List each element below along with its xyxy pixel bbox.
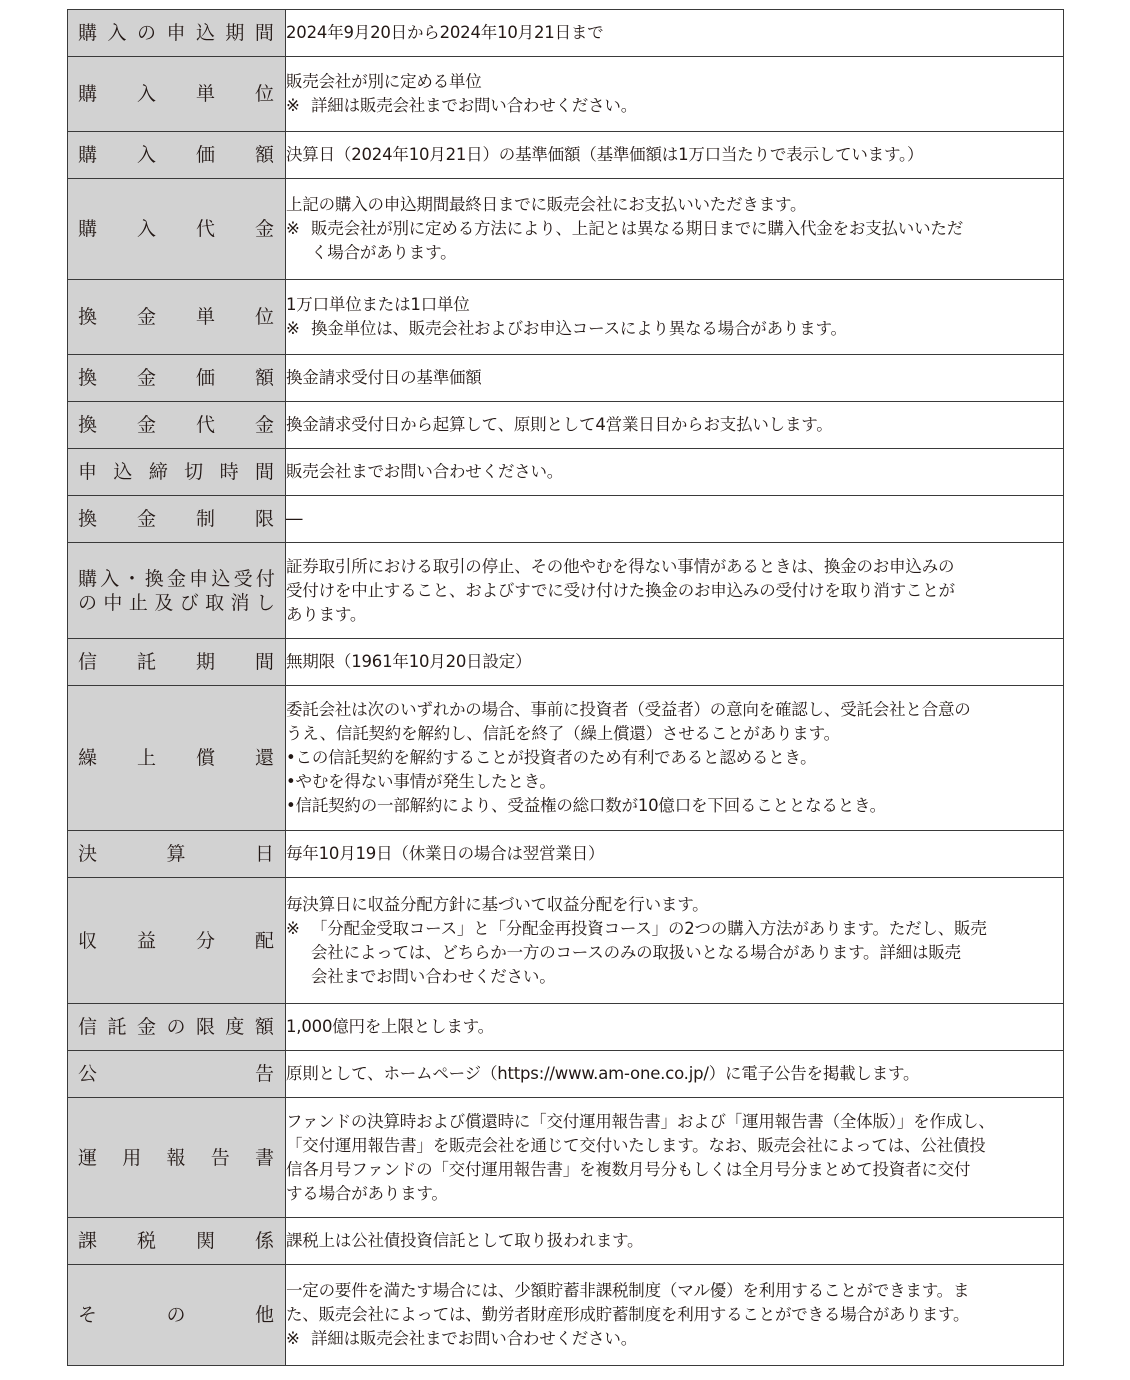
row-label-text: 申 込 締 切 時 間 — [78, 461, 274, 483]
row-value — [286, 543, 1064, 639]
row-label-text: 課 税 関 係 — [78, 1230, 274, 1252]
row-label — [68, 179, 286, 280]
value-line: ― — [286, 509, 303, 528]
row-value — [286, 1098, 1064, 1218]
note-line — [286, 917, 1063, 941]
row-label — [68, 878, 286, 1004]
value-line: 証券取引所における取引の停止、その他やむを得ない事情があるときは、換金のお申込みの — [286, 556, 955, 576]
row-value — [286, 878, 1064, 1004]
value-line: •やむを得ない事情が発生したとき。 — [286, 772, 556, 791]
table-row — [68, 402, 1064, 449]
table-row — [68, 1051, 1064, 1098]
table-row — [68, 543, 1064, 639]
row-label — [68, 831, 286, 878]
note-mark: ※ — [286, 1329, 300, 1348]
row-label — [68, 639, 286, 686]
row-label-multiline — [68, 567, 285, 615]
note-text: 販売会社が別に定める方法により、上記とは異なる期日までに購入代金をお支払いいただ — [311, 219, 964, 238]
row-value — [286, 639, 1064, 686]
value-line: 受付けを中止すること、およびすでに受け付けた換金のお申込みの受付けを取り消すことが — [286, 580, 955, 600]
row-label — [68, 1265, 286, 1366]
row-label-text: の 中 止 及 び 取 消 し — [78, 591, 275, 614]
row-label-text: 換 金 単 位 — [78, 306, 274, 328]
value-line: 毎年10月19日（休業日の場合は翌営業日） — [286, 844, 605, 863]
note-mark: ※ — [286, 319, 300, 338]
value-line: する場合があります。 — [286, 1183, 448, 1203]
value-line: 換金請求受付日の基準価額 — [286, 368, 482, 387]
note-text: 換金単位は、販売会社およびお申込コースにより異なる場合があります。 — [311, 319, 847, 338]
row-label — [68, 1218, 286, 1265]
row-label — [68, 402, 286, 449]
row-value — [286, 1004, 1064, 1051]
value-line: 決算日（2024年10月21日）の基準価額（基準価額は1万口当たりで表示しています。） — [286, 145, 924, 164]
value-line: 一定の要件を満たす場合には、少額貯蓄非課税制度（マル優）を利用することができます。ま — [286, 1281, 970, 1300]
table-row — [68, 1004, 1064, 1051]
row-label — [68, 496, 286, 543]
row-label-text: 換 金 価 額 — [78, 367, 274, 389]
row-value — [286, 1265, 1064, 1366]
value-line: 1万口単位または1口単位 — [286, 295, 470, 314]
row-value — [286, 449, 1064, 496]
value-line: 信各月号ファンドの「交付運用報告書」を複数月号分もしくは全月号分まとめて投資者に交付 — [286, 1159, 971, 1179]
table-row — [68, 1098, 1064, 1218]
row-label — [68, 449, 286, 496]
value-line: 販売会社が別に定める単位 — [286, 72, 482, 91]
row-value — [286, 57, 1064, 132]
value-line: 上記の購入の申込期間最終日までに販売会社にお支払いいただきます。 — [286, 195, 807, 214]
note-text: 詳細は販売会社までお問い合わせください。 — [311, 96, 638, 115]
row-label-text: 信 託 期 間 — [78, 651, 274, 673]
note-text: 詳細は販売会社までお問い合わせください。 — [311, 1329, 638, 1348]
table-row — [68, 686, 1064, 831]
row-value — [286, 355, 1064, 402]
row-label-text: 購 入 代 金 — [78, 218, 274, 240]
table-row — [68, 1265, 1064, 1366]
table-row — [68, 496, 1064, 543]
row-label — [68, 132, 286, 179]
value-line: 1,000億円を上限とします。 — [286, 1017, 494, 1036]
value-line: 課税上は公社債投資信託として取り扱われます。 — [286, 1231, 644, 1250]
value-line: た、販売会社によっては、勤労者財産形成貯蓄制度を利用することができる場合があります。 — [286, 1305, 970, 1324]
row-value — [286, 402, 1064, 449]
row-label-text: 換 金 制 限 — [78, 508, 274, 530]
table-row — [68, 179, 1064, 280]
row-label-text: 繰 上 償 還 — [78, 747, 274, 769]
row-label — [68, 280, 286, 355]
note-mark: ※ — [286, 96, 300, 115]
row-value — [286, 280, 1064, 355]
row-label-text: 購 入 単 位 — [78, 83, 274, 105]
table-row — [68, 10, 1064, 57]
table-row — [68, 132, 1064, 179]
row-value — [286, 132, 1064, 179]
row-label — [68, 57, 286, 132]
table-row — [68, 831, 1064, 878]
row-label-text: 収 益 分 配 — [78, 929, 274, 952]
row-label — [68, 355, 286, 402]
row-label-text: 信 託 金 の 限 度 額 — [78, 1016, 274, 1038]
table-row — [68, 280, 1064, 355]
table-row — [68, 449, 1064, 496]
row-label — [68, 1004, 286, 1051]
value-line: 毎決算日に収益分配方針に基づいて収益分配を行います。 — [286, 894, 709, 914]
value-line: 換金請求受付日から起算して、原則として4営業日目からお支払いします。 — [286, 415, 833, 434]
row-label — [68, 1098, 286, 1218]
table-row — [68, 639, 1064, 686]
note-continuation-line: 会社までお問い合わせください。 — [311, 966, 556, 986]
table-row — [68, 355, 1064, 402]
table-row — [68, 57, 1064, 132]
value-line: 無期限（1961年10月20日設定） — [286, 652, 532, 671]
value-line: あります。 — [286, 604, 367, 624]
table-row — [68, 1218, 1064, 1265]
note-line — [286, 317, 1063, 341]
note-mark: ※ — [286, 219, 300, 238]
row-label-text: 運 用 報 告 書 — [78, 1146, 274, 1169]
table-row — [68, 878, 1064, 1004]
note-text: 「分配金受取コース」と「分配金再投資コース」の2つの購入方法があります。ただし、販売 — [311, 918, 987, 938]
row-label-text: そ の 他 — [78, 1304, 274, 1326]
row-label-text: 購 入 ・ 換 金 申 込 受 付 — [78, 567, 275, 590]
row-label — [68, 686, 286, 831]
row-value — [286, 10, 1064, 57]
row-value — [286, 1051, 1064, 1098]
row-label-text: 購 入 の 申 込 期 間 — [78, 22, 274, 44]
value-line: 販売会社までお問い合わせください。 — [286, 462, 564, 481]
note-line — [286, 217, 1063, 241]
value-line: うえ、信託契約を解約し、信託を終了（繰上償還）させることがあります。 — [286, 724, 840, 743]
row-value — [286, 686, 1064, 831]
note-mark: ※ — [286, 918, 300, 938]
note-continuation-line: く場合があります。 — [311, 243, 457, 262]
note-continuation-line: 会社によっては、どちらか一方のコースのみの取扱いとなる場合があります。詳細は販売 — [311, 942, 961, 962]
value-line: •信託契約の一部解約により、受益権の総口数が10億口を下回ることとなるとき。 — [286, 796, 886, 815]
row-value — [286, 496, 1064, 543]
row-label-text: 公 告 — [78, 1063, 274, 1085]
value-line: 委託会社は次のいずれかの場合、事前に投資者（受益者）の意向を確認し、受託会社と合意の — [286, 700, 971, 719]
row-label-text: 決 算 日 — [78, 843, 274, 865]
row-value — [286, 831, 1064, 878]
row-value — [286, 179, 1064, 280]
row-label — [68, 1051, 286, 1098]
value-line: ファンドの決算時および償還時に「交付運用報告書」および「運用報告書（全体版）」を作成し、 — [286, 1111, 995, 1131]
fund-info-table — [67, 9, 1064, 1366]
row-label — [68, 543, 286, 639]
value-line: •この信託契約を解約することが投資者のため有利であると認めるとき。 — [286, 748, 817, 767]
note-line — [286, 94, 1063, 118]
value-line: 原則として、ホームページ（https://www.am-one.co.jp/）に電子公告を掲載します。 — [286, 1064, 920, 1083]
note-line — [286, 1327, 1063, 1351]
row-label — [68, 10, 286, 57]
row-label-text: 購 入 価 額 — [78, 144, 274, 166]
value-line: 2024年9月20日から2024年10月21日まで — [286, 23, 604, 42]
row-value — [286, 1218, 1064, 1265]
value-line: 「交付運用報告書」を販売会社を通じて交付いたします。なお、販売会社によっては、公社債投 — [286, 1135, 986, 1155]
row-label-text: 換 金 代 金 — [78, 414, 274, 436]
